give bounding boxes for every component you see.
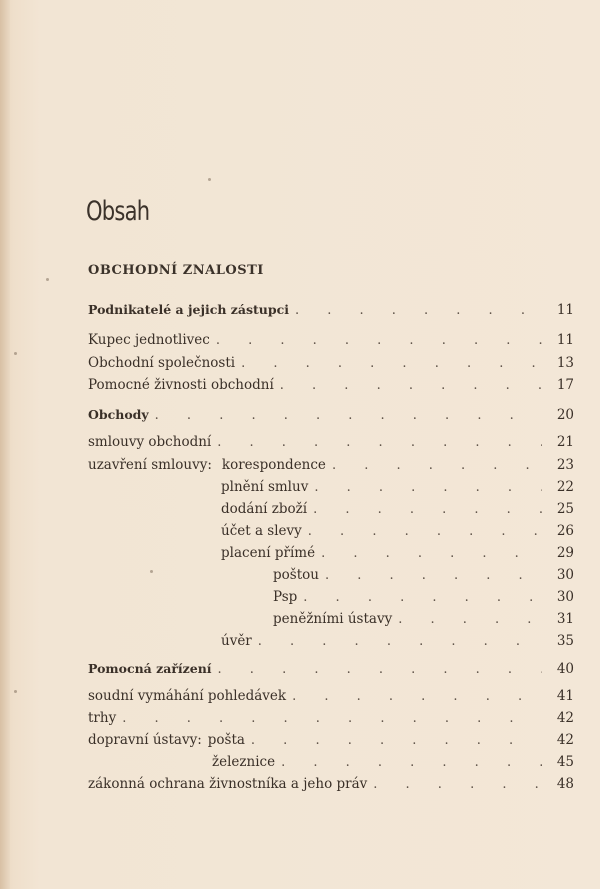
toc-entry bbox=[88, 300, 574, 320]
toc-entry bbox=[221, 499, 574, 519]
leader-dots bbox=[251, 731, 542, 751]
toc-entry-sublabel: korespondence bbox=[221, 457, 326, 473]
toc-entry-label: plnění smluv bbox=[221, 479, 309, 495]
leader-dots bbox=[313, 500, 542, 520]
toc-entry-label: soudní vymáhání pohledávek bbox=[88, 688, 287, 704]
leader-dots bbox=[281, 753, 542, 773]
toc-entry bbox=[221, 543, 574, 563]
toc-entry-page: 45 bbox=[556, 754, 574, 770]
leader-dots bbox=[122, 709, 542, 729]
toc-entry-page: 48 bbox=[556, 776, 574, 792]
toc-entry-label: Kupec jednotlivec bbox=[88, 332, 210, 348]
toc-entry-label: úvěr bbox=[221, 633, 252, 649]
toc-entry-label: Pomocné živnosti obchodní bbox=[88, 377, 274, 393]
toc-entry-page: 20 bbox=[556, 407, 574, 423]
toc-entry-page: 23 bbox=[556, 457, 574, 473]
leader-dots bbox=[325, 566, 542, 586]
leader-dots bbox=[295, 301, 542, 321]
toc-entry-label: Podnikatelé a jejich zástupci bbox=[88, 302, 289, 317]
toc-entry-label: Obchodní společnosti bbox=[88, 355, 236, 371]
toc-entry bbox=[88, 774, 574, 794]
leader-dots bbox=[155, 406, 542, 426]
toc-entry bbox=[273, 565, 574, 585]
toc-entry-label: smlouvy obchodní bbox=[88, 434, 212, 450]
leader-dots bbox=[308, 522, 542, 542]
toc-entry-label: poštou bbox=[273, 567, 319, 583]
toc-entry bbox=[88, 730, 574, 750]
toc-entry-sublabel: pošta bbox=[207, 732, 245, 748]
leader-dots bbox=[373, 775, 542, 795]
toc-entry-page: 29 bbox=[556, 545, 574, 561]
toc-entry bbox=[88, 708, 574, 728]
toc-entry-label: Psp bbox=[273, 589, 298, 605]
toc-entry-label: železnice bbox=[212, 754, 276, 770]
toc-entry bbox=[221, 631, 574, 651]
toc-entry bbox=[88, 659, 574, 679]
toc-entry-page: 17 bbox=[556, 377, 574, 393]
section-heading: OBCHODNÍ ZNALOSTI bbox=[88, 263, 264, 278]
toc-entry-page: 13 bbox=[556, 355, 574, 371]
toc-entry-page: 21 bbox=[556, 434, 574, 450]
toc-entry-label: Pomocná zařízení bbox=[88, 661, 212, 676]
toc-entry-page: 30 bbox=[556, 589, 574, 605]
toc-entry-page: 42 bbox=[556, 710, 574, 726]
toc-entry-page: 25 bbox=[556, 501, 574, 517]
leader-dots bbox=[314, 478, 542, 498]
toc-entry-page: 22 bbox=[556, 479, 574, 495]
paper-speck bbox=[150, 570, 153, 573]
page-title: Obsah bbox=[86, 196, 150, 227]
toc-entry-label: zákonná ochrana živnostníka a jeho práv bbox=[88, 776, 368, 792]
toc-entry-page: 41 bbox=[556, 688, 574, 704]
toc-entry bbox=[221, 477, 574, 497]
toc-entry-label: trhy bbox=[88, 710, 117, 726]
toc-entry-label: účet a slevy bbox=[221, 523, 302, 539]
toc-entry-page: 30 bbox=[556, 567, 574, 583]
leader-dots bbox=[218, 660, 542, 680]
leader-dots bbox=[321, 544, 542, 564]
paper-speck bbox=[208, 178, 211, 181]
toc-entry-label: uzavření smlouvy: bbox=[88, 457, 212, 473]
toc-entry bbox=[212, 752, 574, 772]
toc-entry bbox=[221, 521, 574, 541]
toc-entry-page: 31 bbox=[556, 611, 574, 627]
leader-dots bbox=[258, 632, 542, 652]
paper-speck bbox=[14, 690, 17, 693]
toc-entry bbox=[273, 587, 574, 607]
toc-entry-page: 42 bbox=[556, 732, 574, 748]
toc-entry-label: dopravní ústavy: bbox=[88, 732, 202, 748]
toc-entry bbox=[88, 432, 574, 452]
toc-entry bbox=[273, 609, 574, 629]
leader-dots bbox=[217, 433, 542, 453]
toc-entry bbox=[88, 405, 574, 425]
leader-dots bbox=[398, 610, 542, 630]
leader-dots bbox=[280, 376, 542, 396]
leader-dots bbox=[292, 687, 542, 707]
toc-entry bbox=[88, 686, 574, 706]
toc-entry-page: 11 bbox=[556, 302, 574, 318]
toc-entry bbox=[88, 455, 574, 475]
paper-speck bbox=[14, 352, 17, 355]
leader-dots bbox=[332, 456, 542, 476]
toc-entry bbox=[88, 330, 574, 350]
toc-entry-page: 11 bbox=[556, 332, 574, 348]
leader-dots bbox=[216, 331, 542, 351]
toc-entry-label: peněžními ústavy bbox=[273, 611, 393, 627]
leader-dots bbox=[303, 588, 542, 608]
toc-entry-page: 35 bbox=[556, 633, 574, 649]
toc-entry-label: placení přímé bbox=[221, 545, 316, 561]
toc-entry-page: 40 bbox=[556, 661, 574, 677]
toc-entry-label: Obchody bbox=[88, 407, 149, 422]
toc-entry-page: 26 bbox=[556, 523, 574, 539]
toc-entry bbox=[88, 375, 574, 395]
leader-dots bbox=[241, 354, 542, 374]
toc-entry bbox=[88, 353, 574, 373]
paper-speck bbox=[46, 278, 49, 281]
toc-entry-label: dodání zboží bbox=[221, 501, 308, 517]
